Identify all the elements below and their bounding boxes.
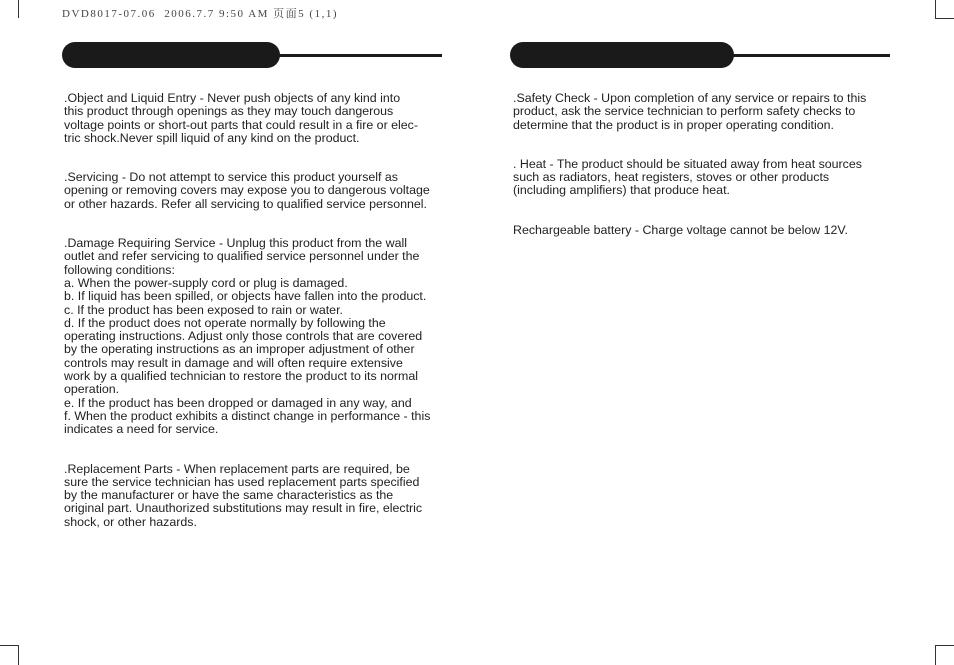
safety-check-paragraph: .Safety Check - Upon completion of any service or repairs to this product, ask the service technician to perform safety checks to determine that the product is in proper operating condition. xyxy=(513,91,867,132)
crop-mark-bottom-left-h xyxy=(0,645,18,646)
servicing-paragraph: .Servicing - Do not attempt to service this product yourself as opening or removing covers may expose you to dangerous voltage or other hazards. Refer all servicing to qualified service personnel. xyxy=(64,170,430,211)
crop-mark-top-right xyxy=(935,0,936,18)
crop-mark-top-left xyxy=(18,0,19,18)
left-heading-rule xyxy=(270,54,442,57)
crop-mark-top-right-h xyxy=(935,18,954,19)
heat-paragraph: . Heat - The product should be situated away from heat sources such as radiators, heat registers, stoves or other products (including amplifiers) that produce heat. xyxy=(513,156,862,198)
replacement-parts-paragraph: .Replacement Parts - When replacement parts are required, be sure the service technician has used replacement parts specified by the manufacturer or have the same characteristics as the original part. Unauthorized substitutions may result in fire, electric shock, or other hazards. xyxy=(64,461,423,529)
damage-requiring-service-paragraph: .Damage Requiring Service - Unplug this product from the wall outlet and refer servicing to qualified service personnel under the following conditions: a. When the power-supply cord or plug is damaged. b. If liquid has been spilled, or objects have fallen into the product. c. If the product has been exposed to rain or water. d. If the product does not operate normally by following the operating instructions. Adjust only those controls that are covered by the operating instructions as an improper adjustment of other controls may result in damage and will often require extensive work by a qualified technician to restore the product to its normal operation. e. If the product has been dropped or damaged in any way, and f. When the product exhibits a distinct change in performance - this indicates a need for service. xyxy=(64,236,431,437)
print-header: DVD8017-07.06 2006.7.7 9:50 AM 页面5 (1,1) xyxy=(62,8,338,20)
right-column xyxy=(513,92,903,263)
rechargeable-battery-paragraph: Rechargeable battery - Charge voltage cannot be below 12V. xyxy=(513,222,849,237)
crop-mark-bottom-right-h xyxy=(935,645,954,646)
object-liquid-entry-paragraph: .Object and Liquid Entry - Never push objects of any kind into this product through openings as they may touch dangerous voltage points or short-out parts that could result in a fire or elec- tric shock.Never spill liquid of any kind on the product. xyxy=(64,91,418,145)
crop-mark-bottom-left xyxy=(18,645,19,665)
left-column xyxy=(64,92,449,555)
crop-mark-bottom-right xyxy=(935,645,936,665)
right-heading-rule xyxy=(724,54,890,57)
left-heading-pill xyxy=(62,42,280,68)
right-heading-pill xyxy=(510,42,734,68)
